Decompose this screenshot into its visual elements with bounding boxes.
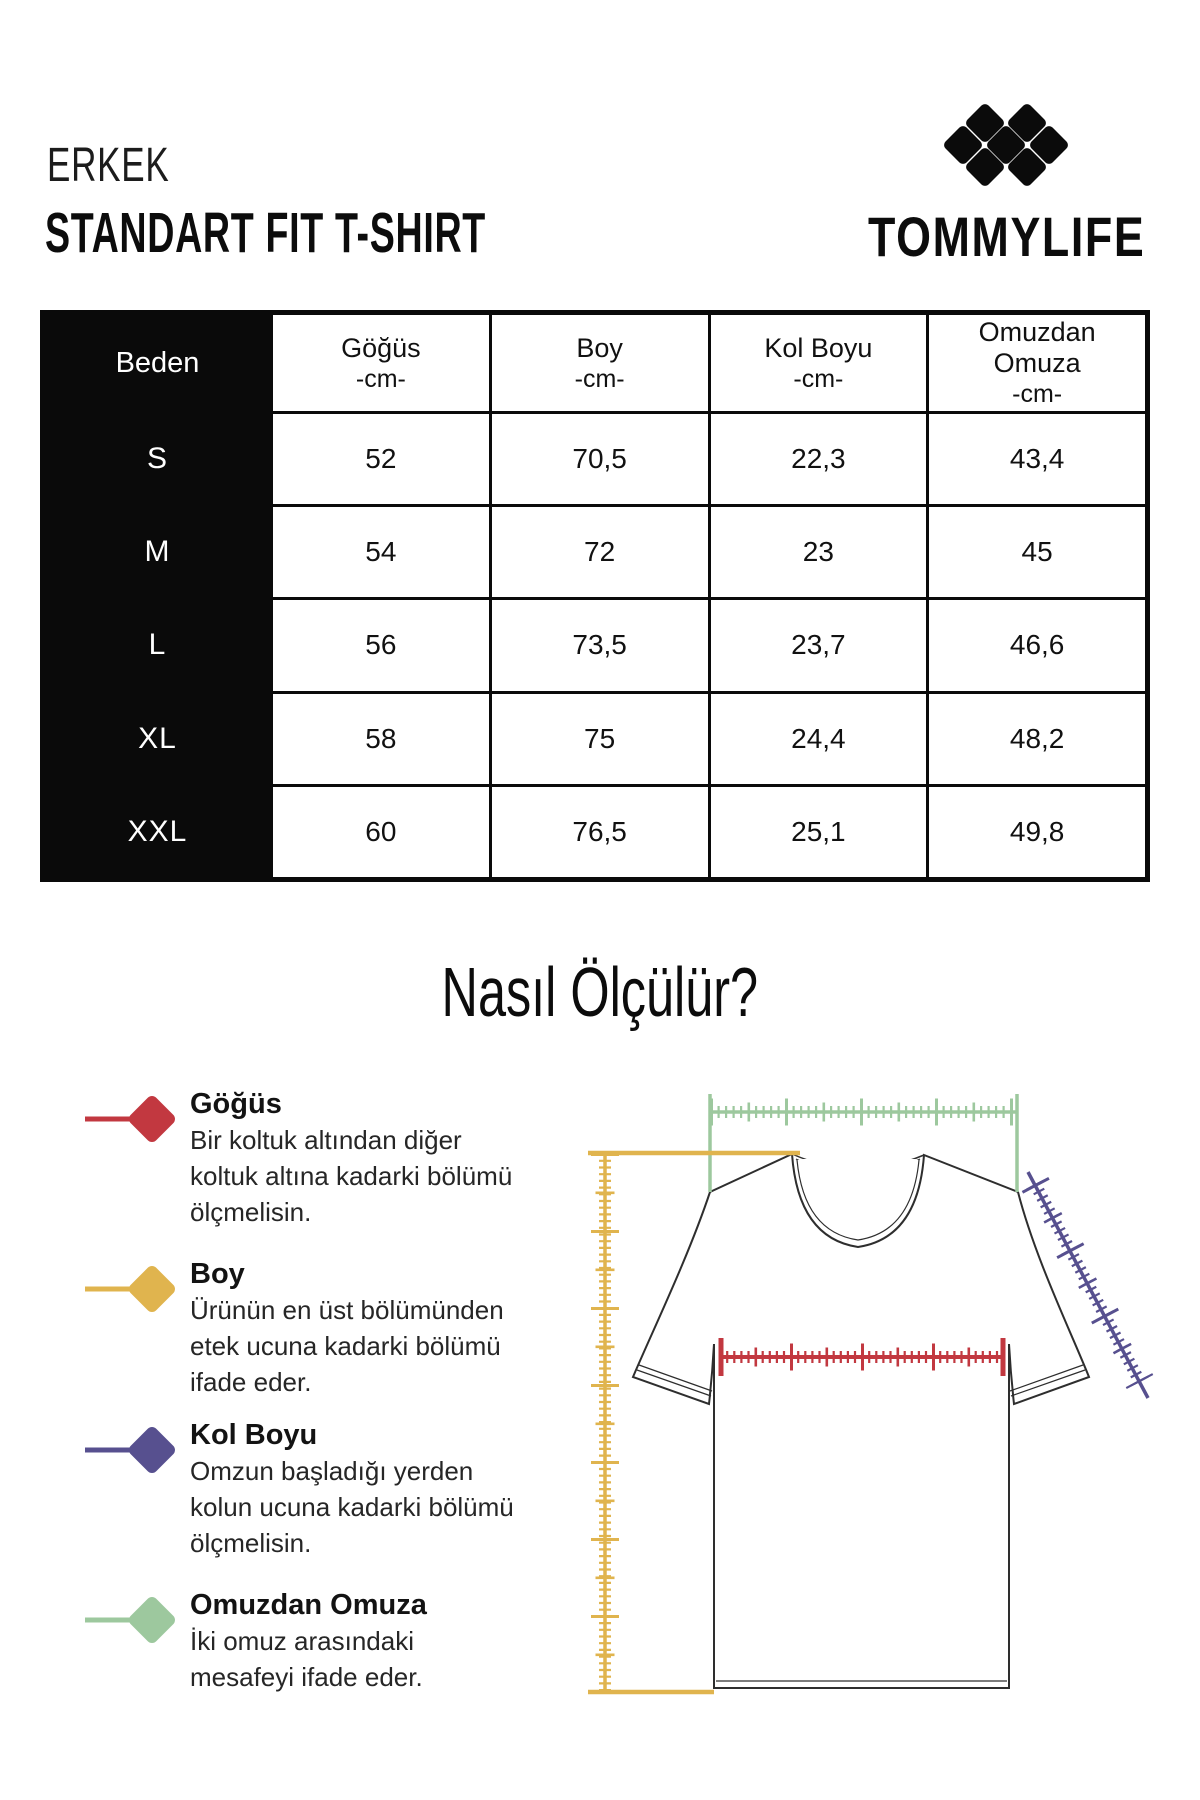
brand-logo-icon — [938, 98, 1074, 194]
chest-diamond-icon — [85, 1088, 180, 1150]
legend-description: Ürünün en üst bölümünden etek ucuna kadarki bölümü ifade eder. — [190, 1295, 504, 1397]
table-row-size: L — [45, 600, 270, 690]
legend-label: Kol Boyu — [190, 1419, 318, 1451]
size-table — [40, 310, 1150, 882]
table-row-size: S — [45, 414, 270, 504]
measure-heading-text: Nasıl Ölçülür? — [441, 953, 759, 1031]
table-row-size: XXL — [45, 787, 270, 877]
table-cell: 58 — [273, 694, 489, 784]
page-title-text: STANDART FIT T-SHIRT — [45, 201, 486, 265]
table-cell: 56 — [273, 600, 489, 690]
table-cell: 54 — [273, 507, 489, 597]
table-cell: 73,5 — [492, 600, 708, 690]
brand-wordmark-text: TOMMYLIFE — [868, 205, 1146, 268]
shoulder-diamond-icon — [85, 1589, 180, 1651]
page-title — [45, 200, 713, 266]
category-title — [47, 138, 215, 193]
column-header-sleeve: Kol Boyu -cm- — [711, 315, 927, 411]
table-cell: 48,2 — [929, 694, 1145, 784]
table-cell: 70,5 — [492, 414, 708, 504]
table-cell: 49,8 — [929, 787, 1145, 877]
sleeve-diamond-icon — [85, 1419, 180, 1481]
brand-wordmark — [868, 204, 1200, 269]
legend-description: Bir koltuk altından diğer koltuk altına kadarki bölümü ölçmelisin. — [190, 1125, 513, 1227]
category-title-text: ERKEK — [47, 139, 170, 192]
table-corner-header — [45, 315, 270, 411]
table-cell: 45 — [929, 507, 1145, 597]
table-cell: 60 — [273, 787, 489, 877]
corner-label: Beden — [115, 346, 200, 379]
table-cell: 72 — [492, 507, 708, 597]
column-header-shoulder: Omuzdan Omuza -cm- — [929, 315, 1145, 411]
legend-description: Omzun başladığı yerden kolun ucuna kadarki bölümü ölçmelisin. — [190, 1456, 514, 1558]
tshirt-outline — [633, 1154, 1089, 1688]
legend-description: İki omuz arasındaki mesafeyi ifade eder. — [190, 1626, 423, 1692]
tshirt-measure-diagram — [500, 1020, 1200, 1720]
table-cell: 75 — [492, 694, 708, 784]
table-cell: 43,4 — [929, 414, 1145, 504]
table-cell: 23,7 — [711, 600, 927, 690]
table-cell: 25,1 — [711, 787, 927, 877]
table-cell: 76,5 — [492, 787, 708, 877]
legend-label: Göğüs — [190, 1088, 282, 1120]
table-row-size: XL — [45, 694, 270, 784]
table-cell: 46,6 — [929, 600, 1145, 690]
legend-label: Boy — [190, 1258, 245, 1290]
table-cell: 23 — [711, 507, 927, 597]
legend-item-chest — [85, 1086, 515, 1230]
table-cell: 24,4 — [711, 694, 927, 784]
table-cell: 22,3 — [711, 414, 927, 504]
legend-item-sleeve — [85, 1417, 515, 1561]
legend-label: Omuzdan Omuza — [190, 1589, 427, 1621]
legend-item-length — [85, 1256, 515, 1400]
table-cell: 52 — [273, 414, 489, 504]
legend-item-shoulder — [85, 1587, 515, 1695]
length-diamond-icon — [85, 1258, 180, 1320]
table-row-size: M — [45, 507, 270, 597]
column-header-length: Boy -cm- — [492, 315, 708, 411]
column-header-chest: Göğüs -cm- — [273, 315, 489, 411]
